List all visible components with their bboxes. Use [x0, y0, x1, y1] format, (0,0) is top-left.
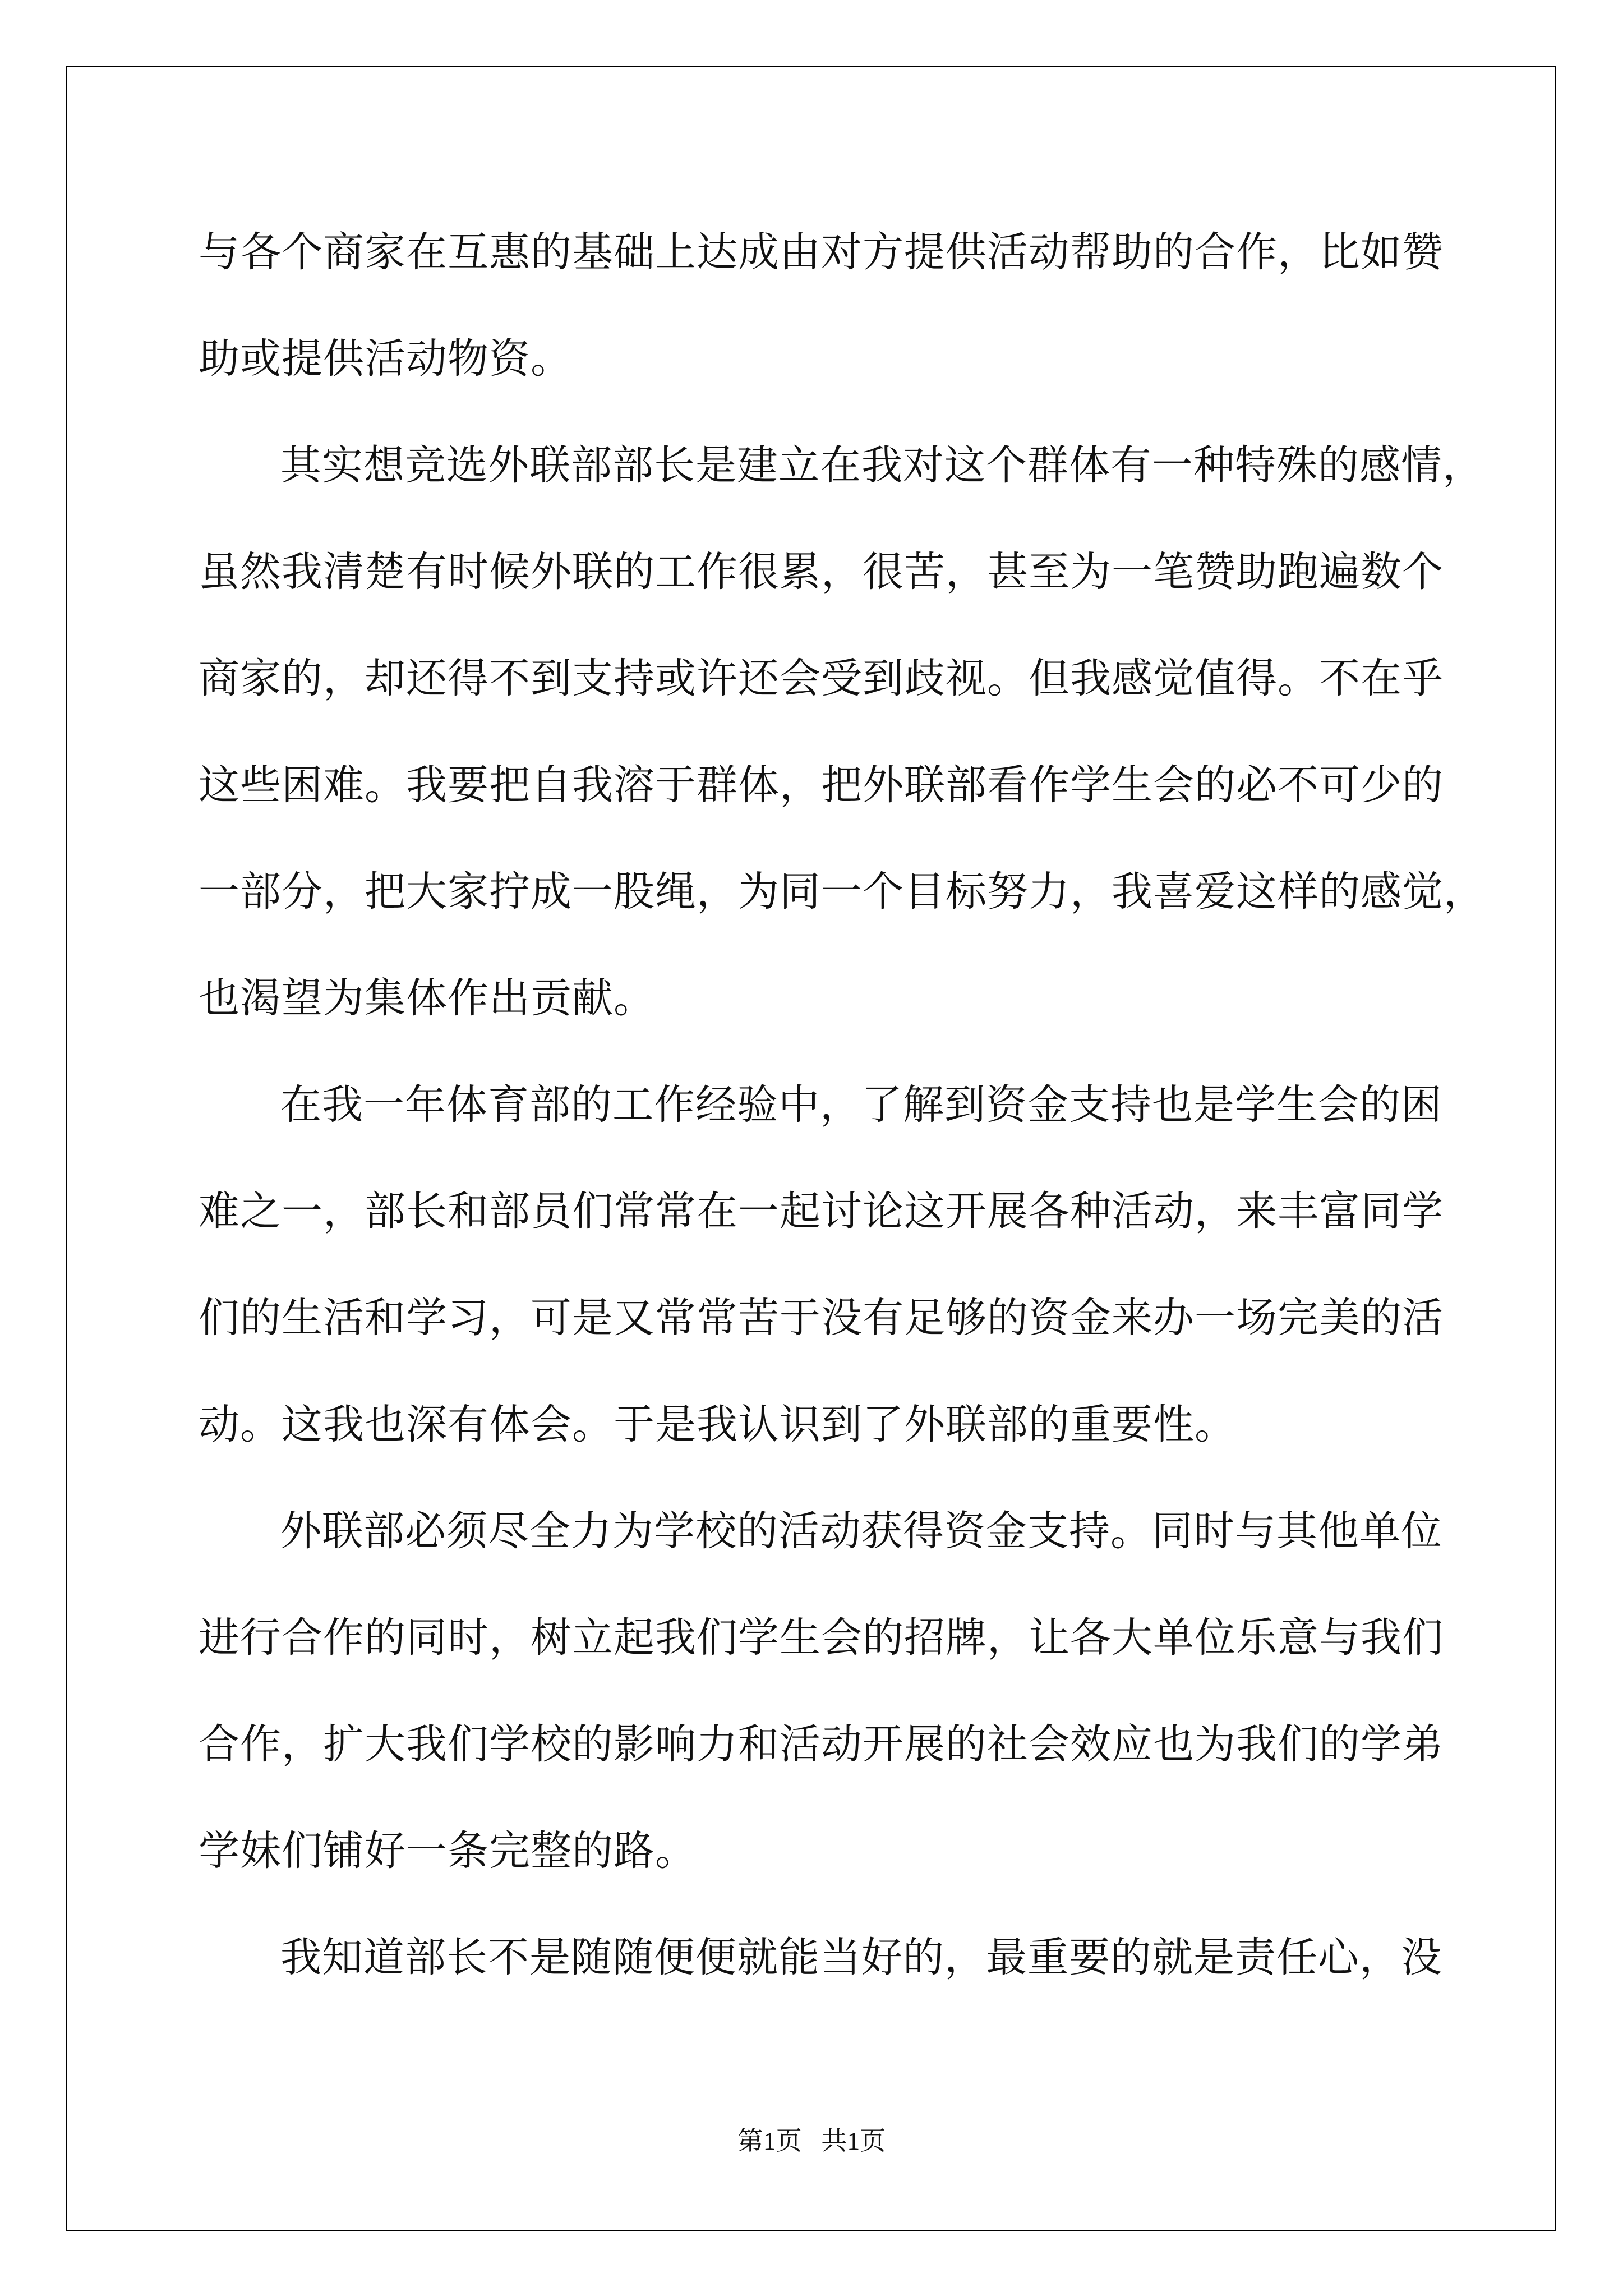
text-line-3: 其实想竞选外联部部长是建立在我对这个群体有一种特殊的感情，	[280, 441, 1484, 489]
text-line-5: 商家的，却还得不到支持或许还会受到歧视。但我感觉值得。不在乎	[199, 655, 1444, 702]
page-border	[66, 66, 1556, 2231]
text-line-16: 学妹们铺好一条完整的路。	[199, 1827, 697, 1875]
text-line-4: 虽然我清楚有时候外联的工作很累，很苦，甚至为一笔赞助跑遍数个	[199, 548, 1444, 596]
text-line-1: 与各个商家在互惠的基础上达成由对方提供活动帮助的合作，比如赞	[199, 228, 1444, 276]
text-line-12: 动。这我也深有体会。于是我认识到了外联部的重要性。	[199, 1401, 1236, 1448]
text-line-6: 这些困难。我要把自我溶于群体，把外联部看作学生会的必不可少的	[199, 761, 1444, 809]
text-line-10: 难之一，部长和部员们常常在一起讨论这开展各种活动，来丰富同学	[199, 1188, 1444, 1235]
text-line-13: 外联部必须尽全力为学校的活动获得资金支持。同时与其他单位	[280, 1507, 1442, 1555]
page-footer: 第1页 共1页	[737, 2127, 886, 2155]
text-line-9: 在我一年体育部的工作经验中，了解到资金支持也是学生会的困	[280, 1081, 1442, 1129]
text-line-11: 们的生活和学习，可是又常常苦于没有足够的资金来办一场完美的活	[199, 1294, 1444, 1342]
text-line-2: 助或提供活动物资。	[199, 335, 572, 383]
text-line-14: 进行合作的同时，树立起我们学生会的招牌，让各大单位乐意与我们	[199, 1614, 1444, 1662]
text-line-17: 我知道部长不是随随便便就能当好的，最重要的就是责任心，没	[280, 1934, 1442, 1981]
text-line-15: 合作，扩大我们学校的影响力和活动开展的社会效应也为我们的学弟	[199, 1720, 1444, 1768]
text-line-7: 一部分，把大家拧成一股绳，为同一个目标努力，我喜爱这样的感觉，	[199, 868, 1485, 915]
text-line-8: 也渴望为集体作出贡献。	[199, 974, 655, 1022]
